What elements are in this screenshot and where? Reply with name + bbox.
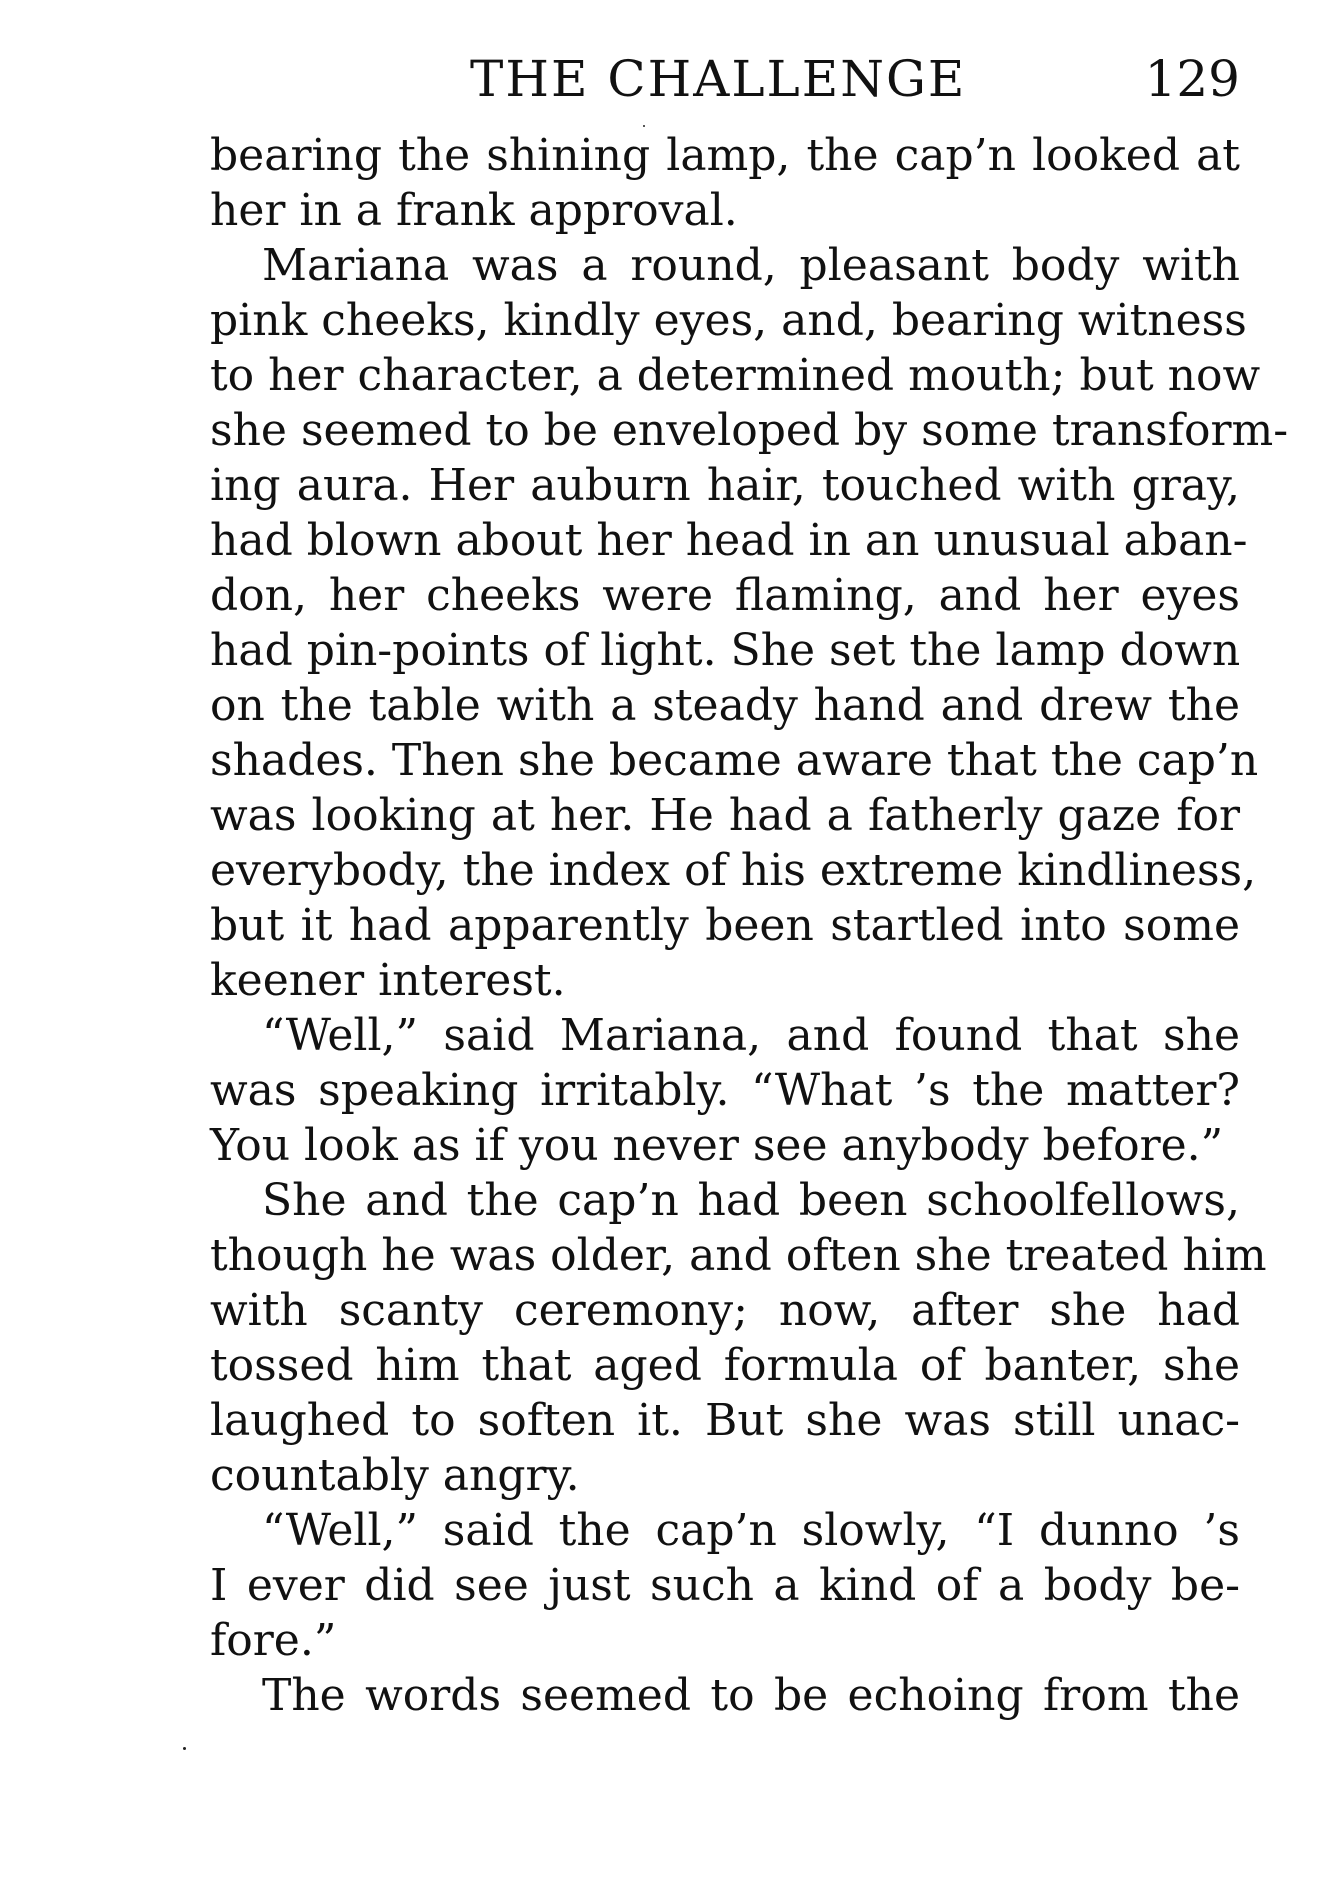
- text-line: tossed him that aged formula of banter, she: [210, 1340, 1240, 1391]
- body-text: [210, 128, 1289, 1723]
- text-line: shades. Then she became aware that the cap’n: [210, 735, 1259, 786]
- text-line: You look as if you never see anybody before.”: [210, 1120, 1224, 1171]
- text-line: fore.”: [210, 1615, 337, 1666]
- text-line: was looking at her. He had a fatherly gaze for: [210, 790, 1240, 841]
- text-line: ing aura. Her auburn hair, touched with gray,: [210, 460, 1240, 511]
- text-line: her in a frank approval.: [210, 185, 738, 236]
- text-line: to her character, a determined mouth; but now: [210, 350, 1261, 401]
- text-line: Mariana was a round, pleasant body with: [262, 240, 1240, 291]
- text-line: countably angry.: [210, 1450, 580, 1501]
- text-line: had blown about her head in an unusual aban-: [210, 515, 1248, 566]
- text-line: I ever did see just such a kind of a body be-: [210, 1560, 1240, 1611]
- running-head: [210, 44, 1240, 114]
- text-line: everybody, the index of his extreme kindliness,: [210, 845, 1257, 896]
- text-line: laughed to soften it. But she was still unac-: [210, 1395, 1240, 1446]
- text-line: “Well,” said Mariana, and found that she: [262, 1010, 1240, 1061]
- text-line: She and the cap’n had been schoolfellows,: [262, 1175, 1240, 1226]
- text-line: with scanty ceremony; now, after she had: [210, 1285, 1240, 1336]
- text-line: on the table with a steady hand and drew the: [210, 680, 1240, 731]
- text-line: but it had apparently been startled into some: [210, 900, 1240, 951]
- text-line: The words seemed to be echoing from the: [262, 1670, 1240, 1721]
- text-line: though he was older, and often she treated him: [210, 1230, 1267, 1281]
- ink-speck: [643, 125, 645, 127]
- page-number: 129: [1144, 50, 1240, 108]
- text-line: don, her cheeks were flaming, and her eyes: [210, 570, 1240, 621]
- text-line: had pin-points of light. She set the lamp down: [210, 625, 1241, 676]
- text-line: she seemed to be enveloped by some transform-: [210, 405, 1289, 456]
- text-line: was speaking irritably. “What ’s the matter?: [210, 1065, 1240, 1116]
- running-title: THE CHALLENGE: [470, 50, 967, 108]
- text-line: keener interest.: [210, 955, 566, 1006]
- text-line: pink cheeks, kindly eyes, and, bearing witness: [210, 295, 1247, 346]
- text-line: bearing the shining lamp, the cap’n looked at: [210, 130, 1240, 181]
- ink-speck: [183, 1747, 186, 1750]
- text-line: “Well,” said the cap’n slowly, “I dunno ’s: [262, 1505, 1240, 1556]
